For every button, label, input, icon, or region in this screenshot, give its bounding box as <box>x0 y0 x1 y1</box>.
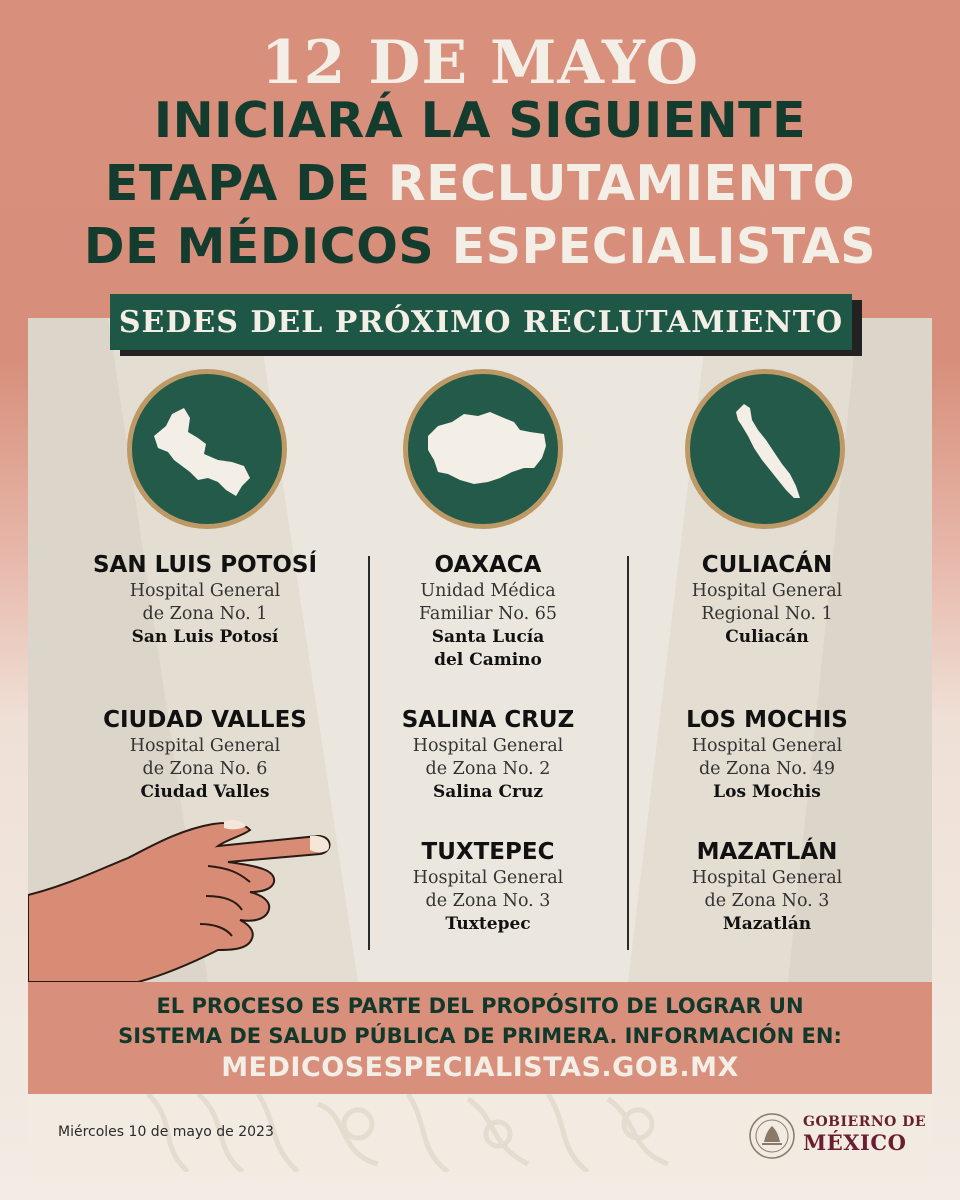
headline-line-3-light: ESPECIALISTAS <box>451 218 877 275</box>
site-city: MAZATLÁN <box>696 839 838 865</box>
site-city: OAXACA <box>434 552 542 578</box>
headline-line-3-dark: DE MÉDICOS <box>83 218 452 275</box>
site-card <box>622 837 912 936</box>
site-institution-line-1: Hospital General <box>691 736 843 756</box>
site-institution-line-1: Hospital General <box>129 736 281 756</box>
site-location: Tuxtepec <box>445 914 531 934</box>
section-banner <box>110 294 852 350</box>
headline-line-2-light: RECLUTAMIENTO <box>388 155 856 212</box>
site-institution-line-1: Hospital General <box>691 868 843 888</box>
site-card <box>622 705 912 804</box>
san-luis-potosi-map-icon <box>132 374 282 524</box>
headline-line-1: INICIARÁ LA SIGUIENTE <box>153 92 807 149</box>
site-institution-line-2: de Zona No. 2 <box>425 759 551 779</box>
site-location: Ciudad Valles <box>140 782 270 802</box>
site-institution-line-1: Unidad Médica <box>420 581 556 601</box>
san-luis-potosi-map-circle <box>127 369 287 529</box>
info-footer <box>28 982 932 1094</box>
site-city: CULIACÁN <box>701 552 833 578</box>
site-institution-line-2: de Zona No. 1 <box>142 604 268 624</box>
headline-line-2-dark: ETAPA DE <box>104 155 389 212</box>
oaxaca-map-icon <box>408 374 558 524</box>
government-logo-line-1: GOBIERNO DE <box>803 1114 927 1130</box>
site-institution-line-1: Hospital General <box>691 581 843 601</box>
site-location: San Luis Potosí <box>131 627 279 647</box>
bottom-strip <box>28 1094 932 1172</box>
site-location-line-2: del Camino <box>434 650 542 670</box>
site-card <box>343 705 633 804</box>
site-institution-line-2: de Zona No. 6 <box>142 759 268 779</box>
site-city: SAN LUIS POTOSÍ <box>92 552 318 578</box>
site-card <box>343 837 633 936</box>
oaxaca-map-circle <box>403 369 563 529</box>
site-location: Mazatlán <box>722 914 812 934</box>
site-location: Los Mochis <box>713 782 821 802</box>
site-location-line-1: Santa Lucía <box>431 627 545 647</box>
headline-date: 12 DE MAYO <box>260 28 700 98</box>
site-card <box>60 705 350 804</box>
site-city: LOS MOCHIS <box>686 707 848 733</box>
site-institution-line-1: Hospital General <box>412 736 564 756</box>
site-institution-line-2: de Zona No. 3 <box>425 891 551 911</box>
site-city: CIUDAD VALLES <box>103 707 307 733</box>
footer-line-2: SISTEMA DE SALUD PÚBLICA DE PRIMERA. INFORMACIÓN EN: <box>118 1024 842 1048</box>
site-card <box>60 550 350 649</box>
site-institution-line-2: Familiar No. 65 <box>418 604 558 624</box>
site-card <box>622 550 912 649</box>
government-logo-line-2: MÉXICO <box>803 1130 907 1155</box>
site-city: SALINA CRUZ <box>401 707 575 733</box>
headline-line-3 <box>0 218 960 275</box>
sinaloa-map-icon <box>690 374 840 524</box>
site-card <box>343 550 633 672</box>
site-location: Culiacán <box>725 627 809 647</box>
site-location: Salina Cruz <box>432 782 543 802</box>
sinaloa-map-circle <box>685 369 845 529</box>
site-institution-line-1: Hospital General <box>129 581 281 601</box>
footer-url-link[interactable]: MEDICOSESPECIALISTAS.GOB.MX <box>221 1052 739 1083</box>
footer-line-1: EL PROCESO ES PARTE DEL PROPÓSITO DE LOGRAR UN <box>156 994 804 1018</box>
section-banner-title: SEDES DEL PRÓXIMO RECLUTAMIENTO <box>118 304 844 340</box>
site-institution-line-2: Regional No. 1 <box>701 604 833 624</box>
publication-date: Miércoles 10 de mayo de 2023 <box>58 1124 274 1140</box>
coat-of-arms-icon <box>748 1112 796 1160</box>
pointing-hand-illustration <box>28 800 348 982</box>
headline-line-2 <box>0 155 960 212</box>
site-institution-line-1: Hospital General <box>412 868 564 888</box>
site-institution-line-2: de Zona No. 49 <box>698 759 836 779</box>
site-institution-line-2: de Zona No. 3 <box>704 891 830 911</box>
site-city: TUXTEPEC <box>421 839 555 865</box>
